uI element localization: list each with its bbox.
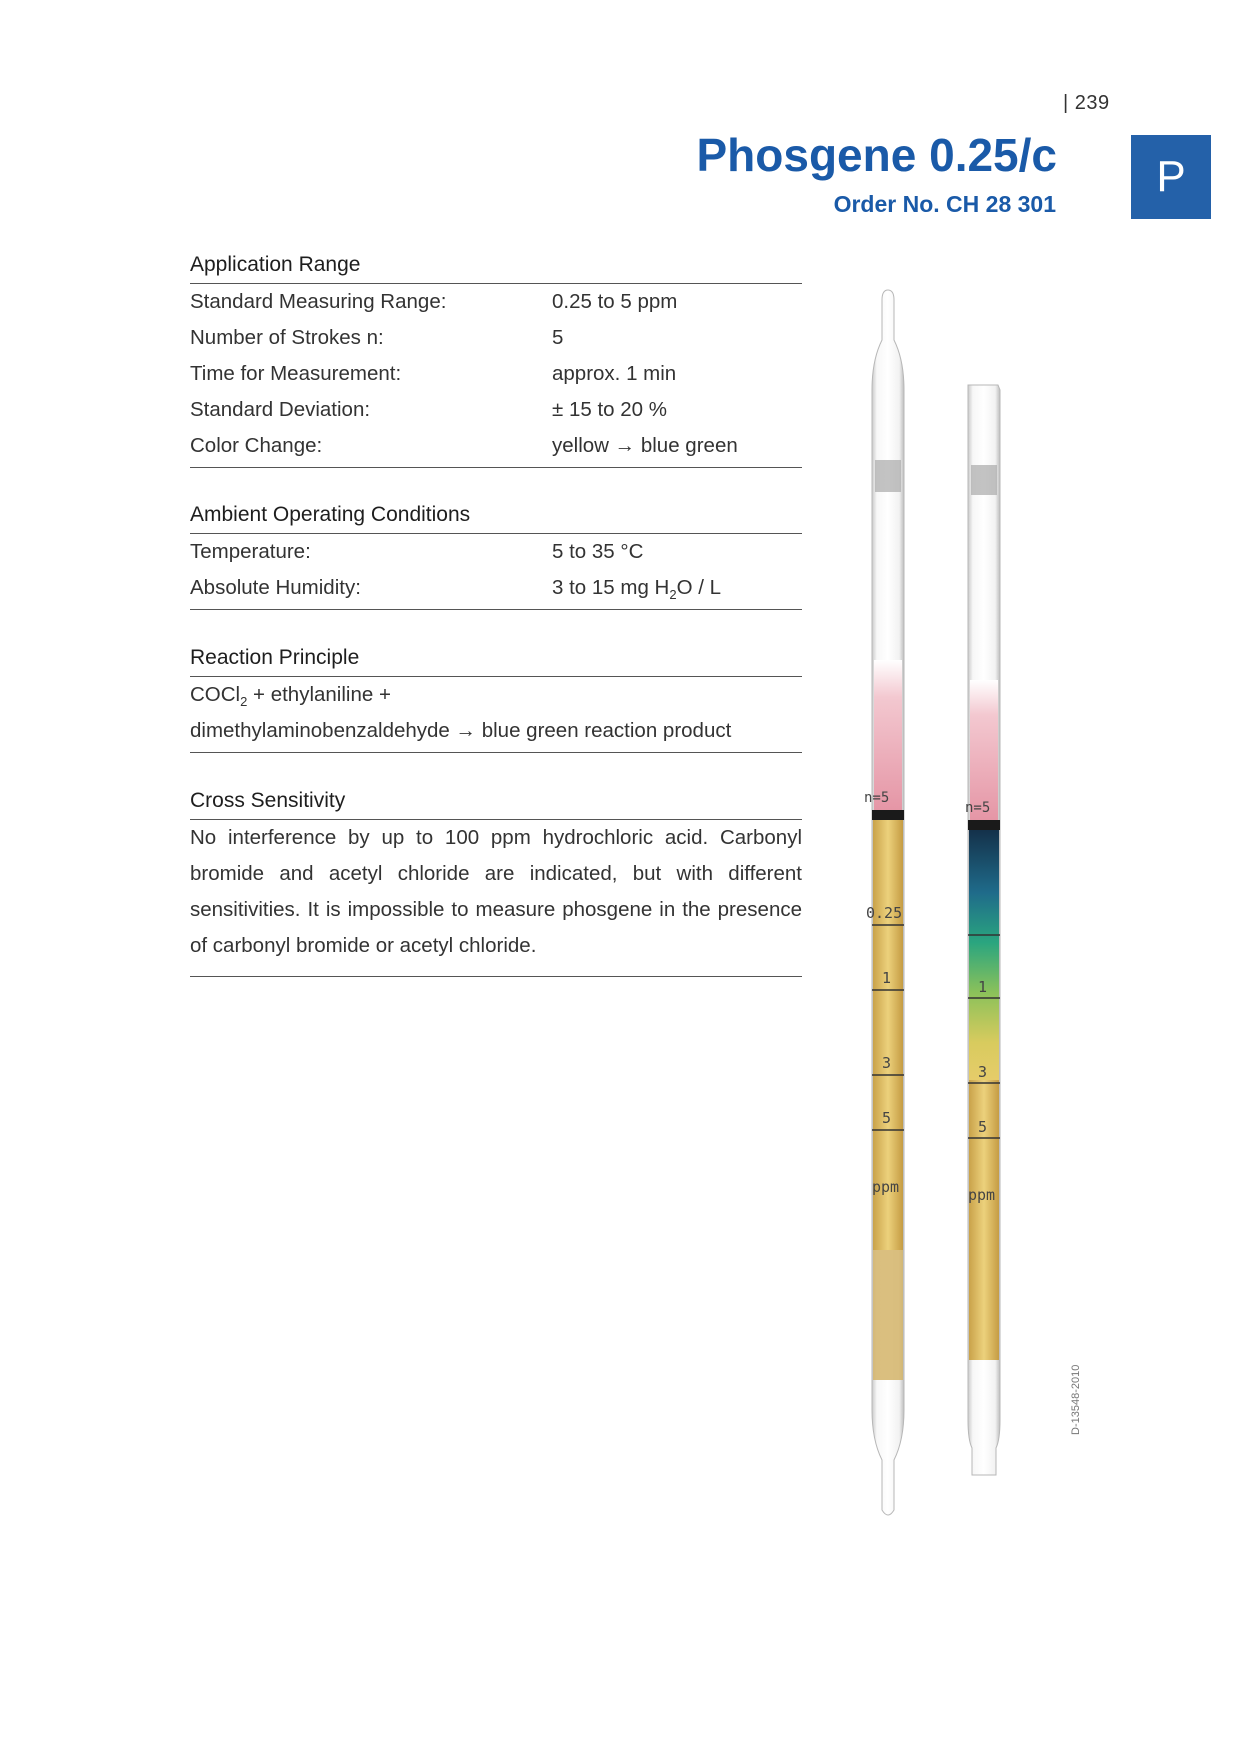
section-heading: Cross Sensitivity xyxy=(190,786,802,820)
spec-label: Color Change: xyxy=(190,434,323,457)
formula-subscript: 2 xyxy=(240,694,248,710)
spec-row xyxy=(190,534,802,570)
page-number: | 239 xyxy=(1063,92,1110,115)
order-number: Order No. CH 28 301 xyxy=(833,191,1056,217)
tube-scale-label: 1 xyxy=(978,978,988,996)
tube-left xyxy=(864,290,904,1515)
spec-row xyxy=(190,284,802,320)
tube-stroke-mark: n=5 xyxy=(864,790,890,806)
tube-scale-label: 1 xyxy=(882,969,892,987)
spec-value: yellow → blue green xyxy=(552,434,738,457)
tube-scale-label: 3 xyxy=(978,1063,988,1081)
spec-value: ± 15 to 20 % xyxy=(552,398,667,421)
tube-stroke-mark: n=5 xyxy=(965,800,991,816)
reaction-principle-section xyxy=(190,643,802,753)
reaction-line xyxy=(190,677,802,713)
spec-label: Standard Deviation: xyxy=(190,398,371,421)
photo-credit: D-13548-2010 xyxy=(1070,1364,1082,1435)
tube-scale-label: 5 xyxy=(978,1118,988,1136)
reaction-line xyxy=(190,713,802,749)
page-title: Phosgene 0.25/c xyxy=(696,129,1057,181)
humidity-value-post: O / L xyxy=(676,576,722,599)
spec-label: Number of Strokes n: xyxy=(190,326,384,349)
detector-tubes-image xyxy=(820,280,1080,1560)
reaction-product: dimethylaminobenzaldehyde → blue green reaction product xyxy=(190,719,732,742)
tube-scale-label: ppm xyxy=(872,1178,900,1196)
tube-scale-label: ppm xyxy=(968,1186,996,1204)
spec-label: Standard Measuring Range: xyxy=(190,290,447,313)
spec-value xyxy=(552,570,802,606)
spec-value: 5 xyxy=(552,326,564,349)
spec-row xyxy=(190,320,802,356)
cross-sensitivity-section xyxy=(190,786,802,977)
spec-row xyxy=(190,392,802,428)
divider xyxy=(190,752,802,753)
application-range-section xyxy=(190,250,802,468)
spec-row xyxy=(190,428,802,464)
section-heading: Application Range xyxy=(190,250,802,284)
tube-right xyxy=(965,385,1000,1475)
humidity-value-pre: 3 to 15 mg H xyxy=(552,576,670,599)
spec-value: 5 to 35 °C xyxy=(552,540,644,563)
formula-part: COCl xyxy=(190,683,241,706)
spec-row xyxy=(190,570,802,606)
section-heading: Ambient Operating Conditions xyxy=(190,500,802,534)
spec-label: Absolute Humidity: xyxy=(190,576,361,599)
tube-scale-label: 0.25 xyxy=(866,904,903,922)
tube-scale-label: 5 xyxy=(882,1109,892,1127)
cross-sensitivity-text: No interference by up to 100 ppm hydrochloric acid. Carbonyl bromide and acetyl chloride are indicated, but with different sensitivities. It is impossible to measure phosgene in the presence of carbonyl bromide or acetyl chloride. xyxy=(190,826,802,957)
formula-part: + ethylaniline + xyxy=(247,683,391,706)
humidity-subscript: 2 xyxy=(669,587,677,603)
divider xyxy=(190,976,802,977)
reaction-formula xyxy=(190,677,391,713)
spec-label: Time for Measurement: xyxy=(190,362,402,385)
ambient-conditions-section xyxy=(190,500,802,610)
section-heading: Reaction Principle xyxy=(190,643,802,677)
divider xyxy=(190,609,802,610)
tube-scale-label: 3 xyxy=(882,1054,892,1072)
spec-label: Temperature: xyxy=(190,540,311,563)
spec-value: 0.25 to 5 ppm xyxy=(552,290,678,313)
section-tab: P xyxy=(1131,135,1211,219)
divider xyxy=(190,467,802,468)
spec-row xyxy=(190,356,802,392)
spec-value: approx. 1 min xyxy=(552,362,677,385)
